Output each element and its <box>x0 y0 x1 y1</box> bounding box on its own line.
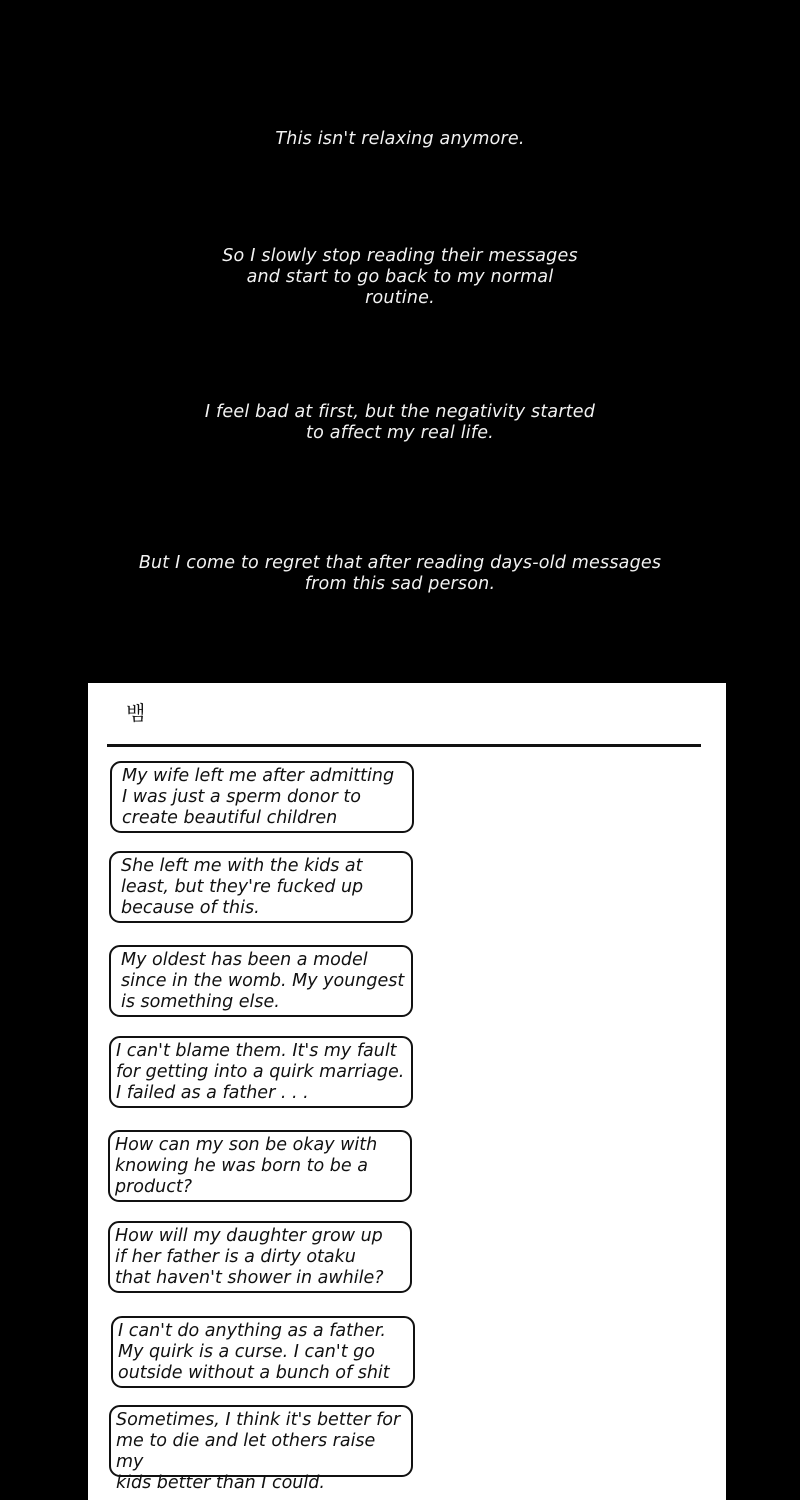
narration-text-1: This isn't relaxing anymore. <box>275 129 525 149</box>
message-bubble-5: How can my son be okay with knowing he was born to be a product? <box>108 1130 412 1202</box>
message-bubble-8: Sometimes, I think it's better for me to die and let others raise my kids better than I could. <box>109 1405 413 1477</box>
message-bubble-7: I can't do anything as a father. My quirk is a curse. I can't go outside without a bunch of shit <box>111 1316 415 1388</box>
narration-text-4: But I come to regret that after reading days-old messages from this sad person. <box>138 553 662 594</box>
message-bubble-3: My oldest has been a model since in the womb. My youngest is something else. <box>109 945 413 1017</box>
message-bubble-2: She left me with the kids at least, but they're fucked up because of this. <box>109 851 413 923</box>
narration-text-3: I feel bad at first, but the negativity started to affect my real life. <box>204 402 596 443</box>
message-bubble-1: My wife left me after admitting I was just a sperm donor to create beautiful children <box>110 761 414 833</box>
message-bubble-6: How will my daughter grow up if her father is a dirty otaku that haven't shower in awhile? <box>108 1221 412 1293</box>
chat-header-divider <box>107 744 701 747</box>
chat-contact-name: 뱀 <box>126 701 146 725</box>
chat-panel <box>88 683 726 1500</box>
narration-text-2: So I slowly stop reading their messages and start to go back to my normal routine. <box>222 246 578 308</box>
message-bubble-4: I can't blame them. It's my fault for getting into a quirk marriage. I failed as a father . . . <box>109 1036 413 1108</box>
